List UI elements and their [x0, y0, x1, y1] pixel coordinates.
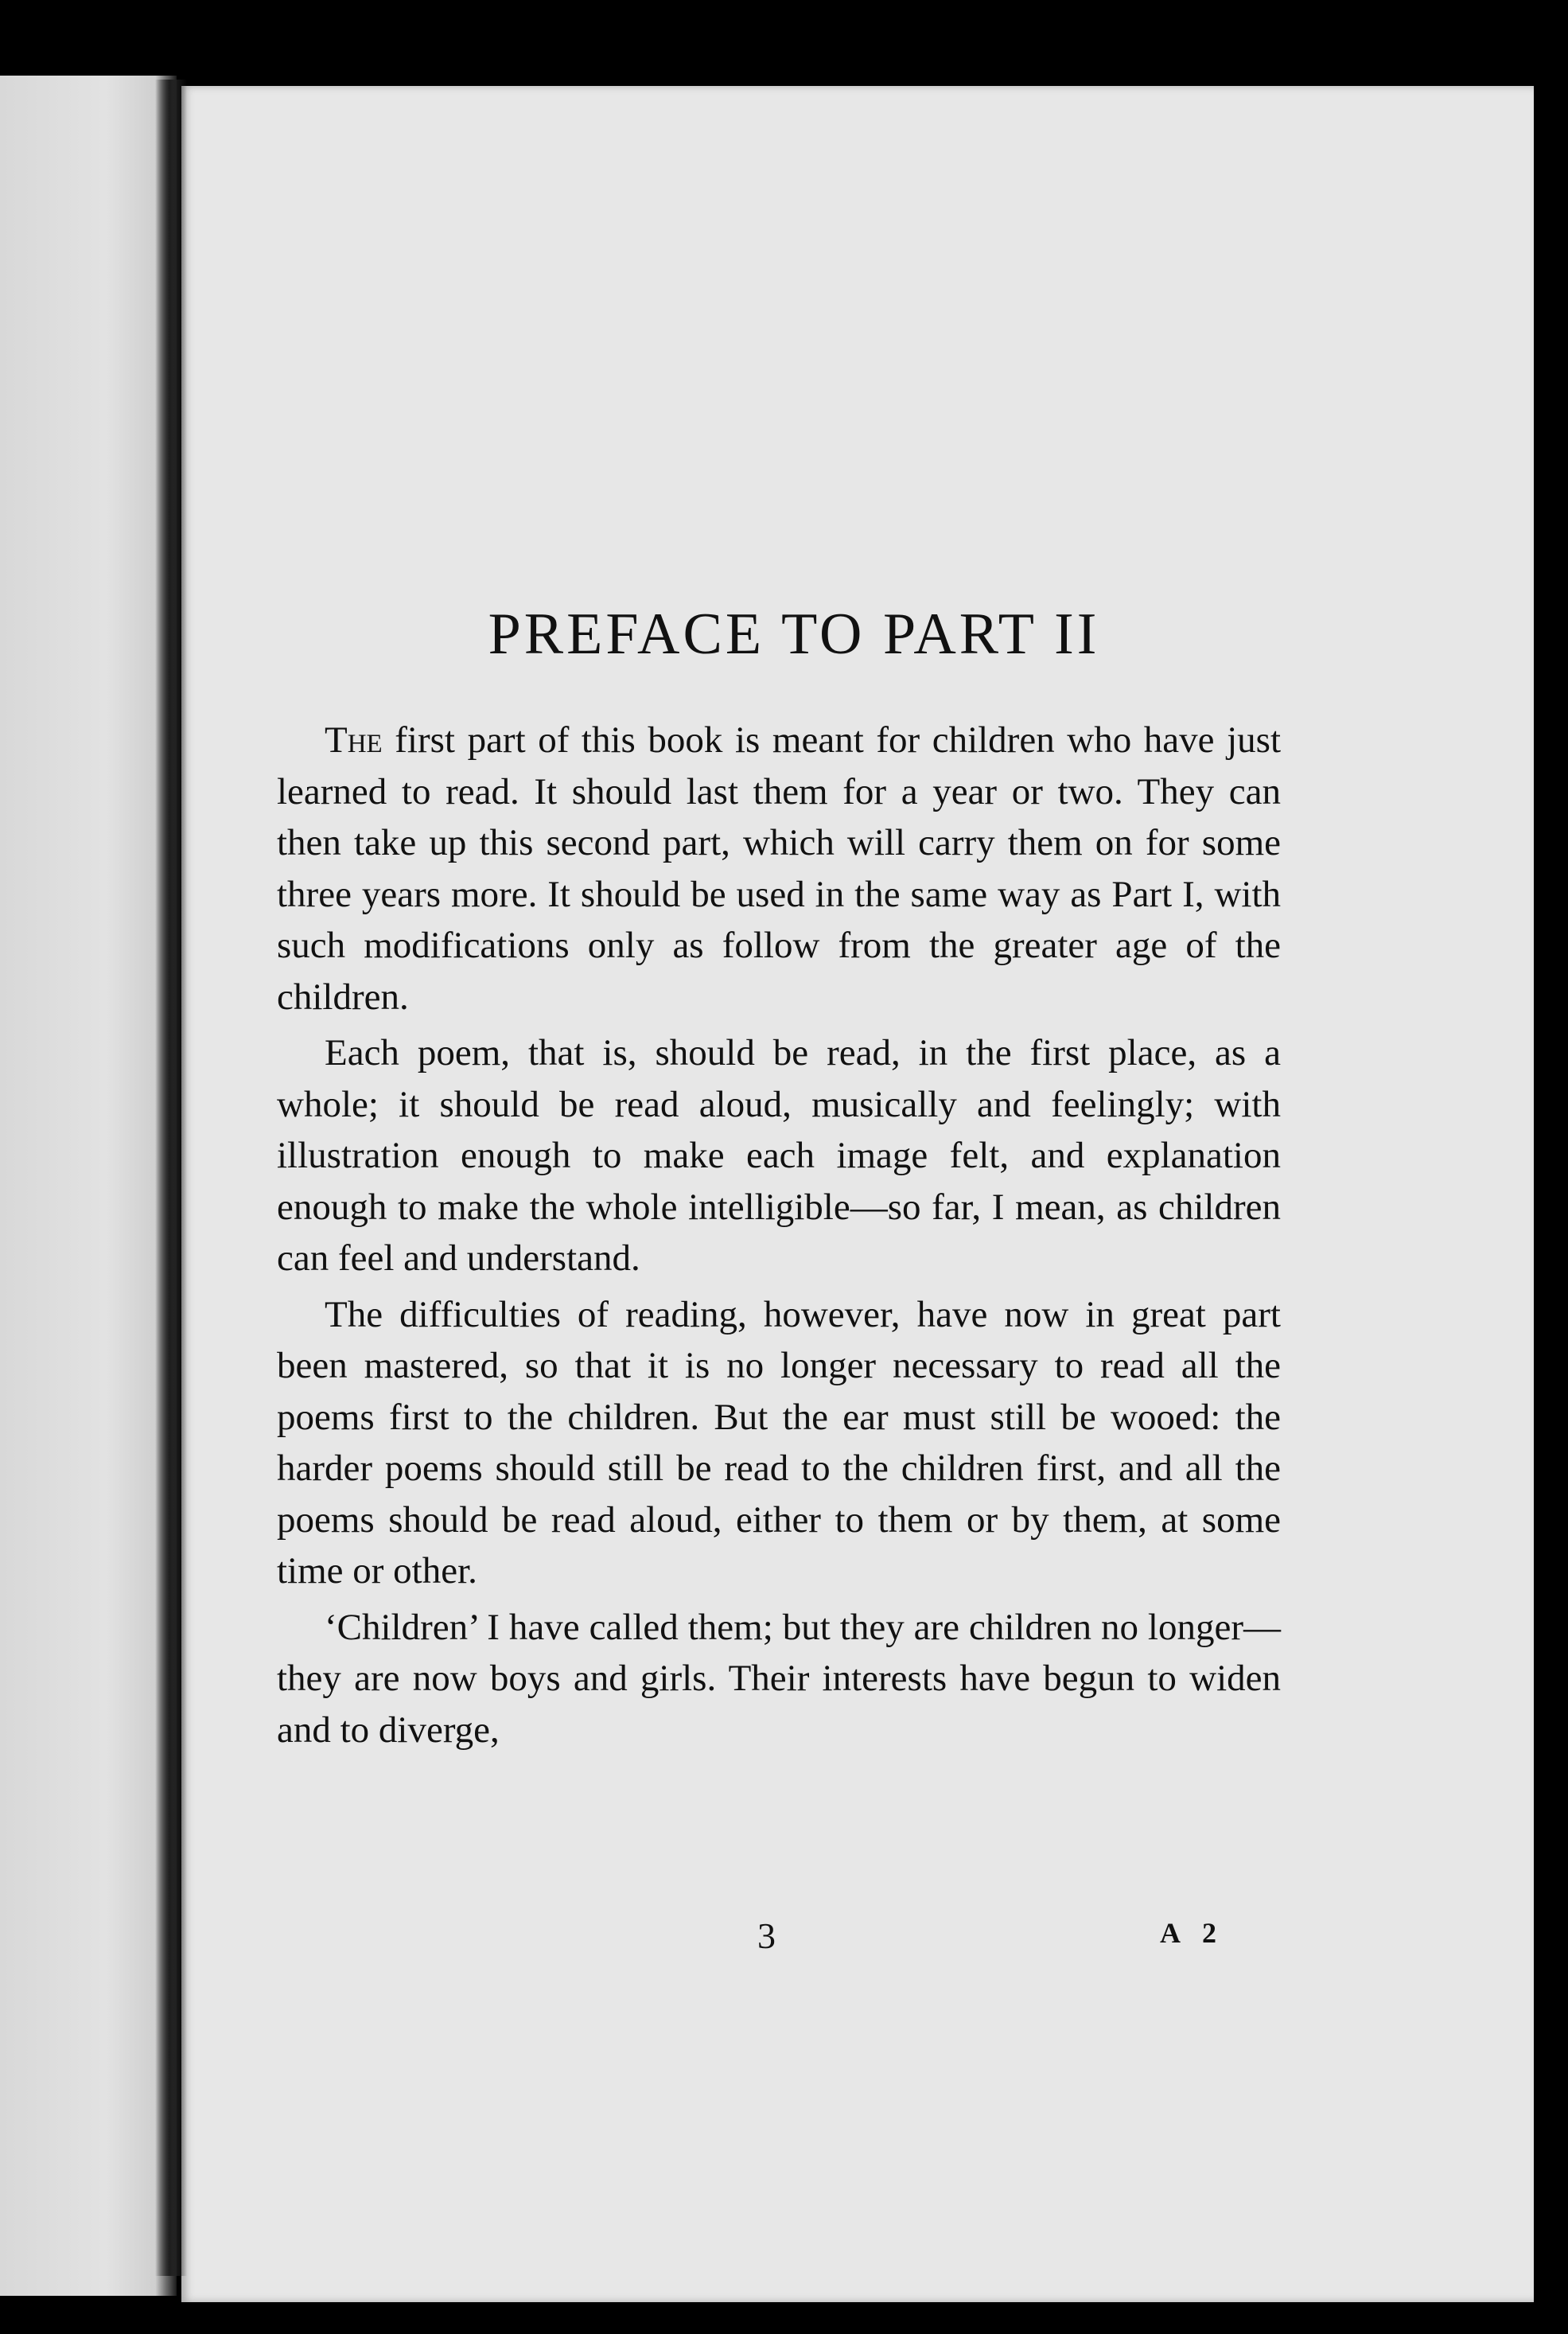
facing-page-edge [0, 76, 177, 2296]
paragraph-4 [277, 1602, 1281, 1756]
gutter-shadow [155, 80, 187, 2276]
book-page [181, 86, 1534, 2302]
paragraph-text: first part of this book is meant for children who have just learned to read. It should last them for a year or two. They can then take up this second part, which will carry them on for some three years more. It should be used in the same way as Part I, with such modifications only as follow from the greater age of the children. [277, 719, 1281, 1018]
paragraph-3 [277, 1289, 1281, 1597]
paragraph-lead: The [325, 719, 383, 761]
preface-body [277, 715, 1281, 1760]
paragraph-text: The difficulties of reading, however, have now in great part been mastered, so that it is no longer necessary to read all the poems first to the children. But the ear must still be wooed: the harder poems should still be read to the children first, and all the poems should be read aloud, either to them or by them, at some time or other. [277, 1293, 1281, 1592]
paragraph-text: Each poem, that is, should be read, in the first place, as a whole; it should be read aloud, musically and feelingly; with illustration enough to make each image felt, and explanation enough to make the whole intelligible—so far, I mean, as children can feel and understand. [277, 1032, 1281, 1279]
page-number: 3 [757, 1915, 776, 1956]
paragraph-2 [277, 1027, 1281, 1284]
paragraph-text: ‘Children’ I have called them; but they are children no longer—they are now boys and girls. Their interests have begun to widen and to diverge, [277, 1606, 1281, 1751]
printer-signature: A 2 [1160, 1917, 1225, 1949]
page-title: PREFACE TO PART II [488, 602, 1100, 667]
paragraph-1 [277, 715, 1281, 1023]
